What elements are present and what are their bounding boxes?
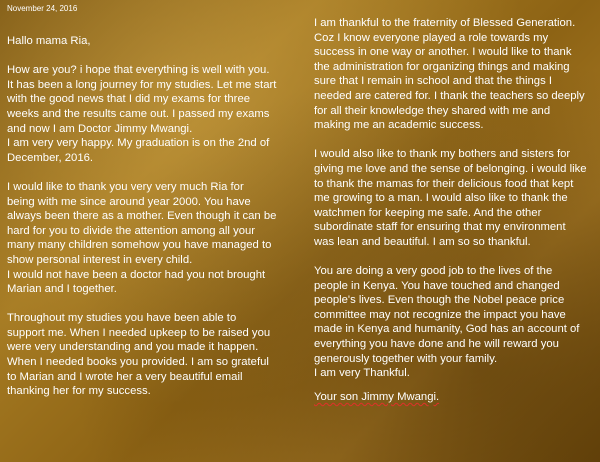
paragraph: I would like to thank you very very much Ria for being with me since around year 2000. You have always been there as a mother. Even though it can be hard for you to divide the attention among all your many many children somehow you have managed to show personal interest in every child. I would not have been a doctor had you not brought Marian and I together. [7,180,277,296]
right-column [314,16,598,404]
paragraph: I would also like to thank my bothers and sisters for giving me love and the sense of belonging. i would like to thank the mamas for their delicious food that kept me growing to a man. I would also like to thank the watchmen for keeping me safe. And the other subordinate staff for ensuring that my environment was lean and beautiful. I am so so thankful. [314,148,587,248]
left-column [7,34,297,399]
greeting: Hallo mama Ria, [7,35,91,47]
signature: Your son Jimmy Mwangi. [314,390,440,403]
paragraph: How are you? i hope that everything is well with you. It has been a long journey for my studies. Let me start with the good news that I did my exams for three weeks and the results came out. I passed my exams and now I am Doctor Jimmy Mwangi. I am very very happy. My graduation is on the 2nd of December, 2016. [7,64,277,164]
closing-line: I am very Thankful. [314,367,410,380]
letter-date: November 24, 2016 [7,4,78,13]
paragraph: You are doing a very good job to the lives of the people in Kenya. You have touched and changed people's lives. Even though the Nobel peace price committee may not recognize the impact you have made in Kenya and humanity, God has an account of everything you have done and he will reward you generously together with your family. [314,265,580,365]
paragraph: I am thankful to the fraternity of Blessed Generation. Coz I know everyone played a role towards my success in one way or another. I would like to thank the administration for organizing things and making sure that I remain in school and that the things I needed are catered for. I thank the teachers so deeply for all their knowledge they shared with me and making me an academic success. [314,17,585,132]
paragraph: Throughout my studies you have been able to support me. When I needed upkeep to be raised you were very understanding and you made it happen. When I needed books you provided. I am so grateful to Marian and I wrote her a very beautiful email thanking her for my success. [7,312,271,398]
